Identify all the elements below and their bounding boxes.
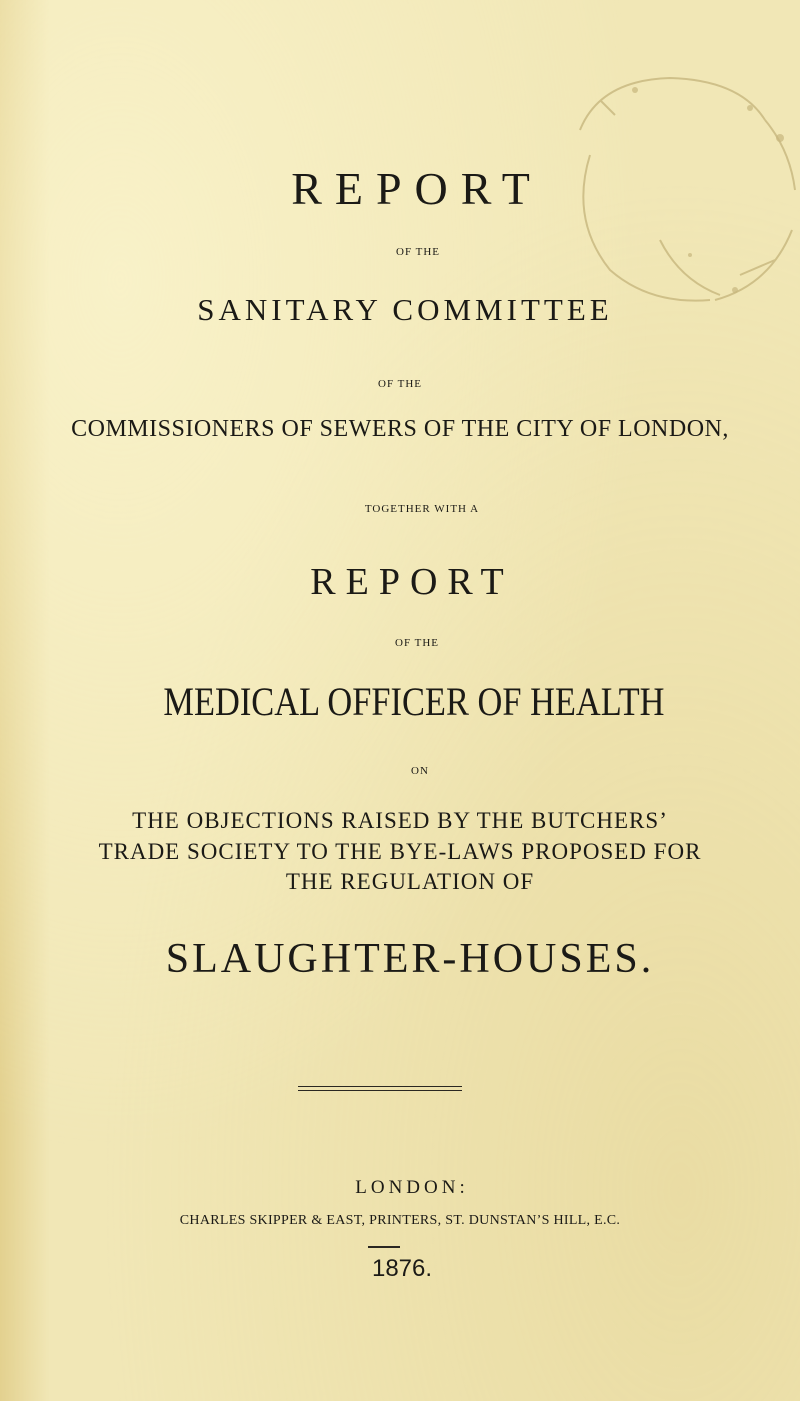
subject-line-2: TRADE SOCIETY TO THE BYE-LAWS PROPOSED FOR (98, 839, 702, 864)
publication-year: 1876. (371, 1255, 433, 1282)
double-rule-top (298, 1086, 462, 1087)
report-heading-1: REPORT (291, 163, 543, 214)
of-the-1: OF THE (396, 246, 440, 258)
on-line: ON (411, 765, 429, 777)
of-the-2: OF THE (378, 378, 422, 390)
year-rule (368, 1246, 400, 1248)
imprint-city: LONDON: (355, 1177, 469, 1198)
of-the-3: OF THE (395, 637, 439, 649)
medical-officer-line: MEDICAL OFFICER OF HEALTH (163, 679, 665, 724)
printers-line: CHARLES SKIPPER & EAST, PRINTERS, ST. DUNSTAN’S HILL, E.C. (179, 1213, 621, 1228)
subject-line-3: THE REGULATION OF (285, 869, 535, 894)
committee-title: SANITARY COMMITTEE (197, 292, 613, 327)
together-with: TOGETHER WITH A (364, 503, 480, 515)
subject-line-1: THE OBJECTIONS RAISED BY THE BUTCHERS’ (132, 808, 668, 833)
report-heading-2: REPORT (310, 561, 514, 603)
double-rule-bottom (298, 1090, 462, 1091)
commissioners-line: COMMISSIONERS OF SEWERS OF THE CITY OF LONDON, (71, 416, 729, 442)
slaughter-houses-title: SLAUGHTER-HOUSES. (165, 936, 655, 982)
